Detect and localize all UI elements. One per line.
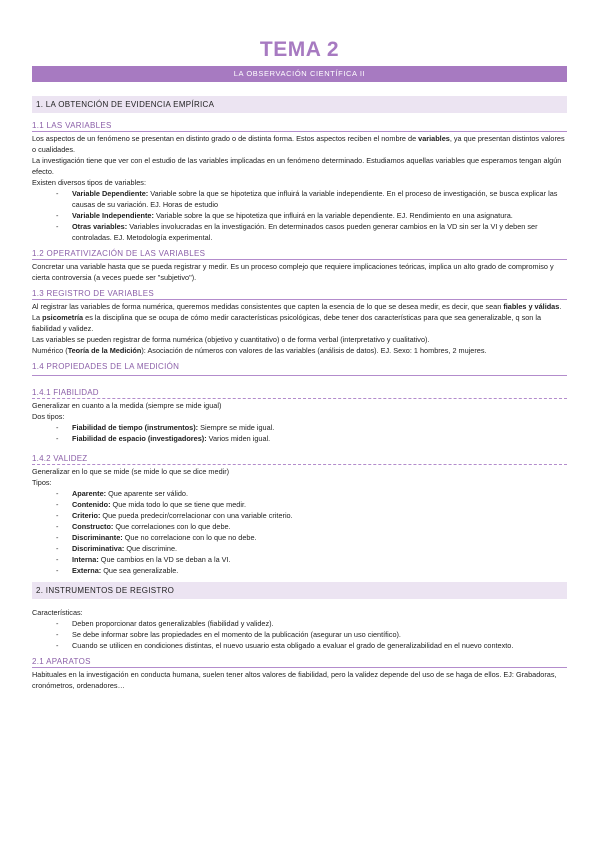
- paragraph: Tipos:: [32, 478, 52, 487]
- paragraph: [32, 133, 567, 155]
- paragraph: Generalizar en lo que se mide (se mide lo que se dice medir): [32, 467, 230, 476]
- validez-types-list: [32, 488, 567, 576]
- paragraph: [32, 301, 567, 312]
- bold-term: Contenido:: [72, 500, 111, 509]
- bold-term: fiables y válidas: [503, 302, 560, 311]
- list-item: - Deben proporcionar datos generalizables (fiabilidad y validez).: [72, 618, 567, 629]
- text: Siempre se mide igual.: [198, 423, 275, 432]
- bold-term: Otras variables:: [72, 222, 128, 231]
- list-item: [72, 221, 567, 243]
- list-item: [72, 188, 567, 210]
- bold-term: Interna:: [72, 555, 99, 564]
- bold-term: Discriminativa:: [72, 544, 125, 553]
- list-item: [72, 433, 567, 444]
- text: Que no correlacione con lo que no debe.: [122, 533, 257, 542]
- bold-term: Teoría de la Medición: [67, 346, 142, 355]
- text: Que cambios en la VD se deban a la VI.: [98, 555, 231, 564]
- paragraph: La investigación tiene que ver con el estudio de las variables implicadas en un fenómeno determinado. Estudiamos aquellas variables que esperamos tengan algún efecto.: [32, 156, 562, 176]
- list-item: [72, 521, 567, 532]
- bold-term: Constructo:: [72, 522, 114, 531]
- text: Variable sobre la que se hipotetiza que influirá en la variable dependiente. EJ. Rendimiento en una asignatura.: [153, 211, 513, 220]
- text: , ya que presentan distintos valores o cualidades.: [32, 134, 565, 154]
- list-item: [72, 565, 567, 576]
- text: Que pueda predecir/correlacionar con una variable criterio.: [100, 511, 293, 520]
- subsubsection-heading-validez: 1.4.2 VALIDEZ: [32, 454, 567, 465]
- subtitle-band: LA OBSERVACIÓN CIENTÍFICA II: [32, 66, 567, 82]
- list-item: [72, 499, 567, 510]
- text: Los aspectos de un fenómeno se presentan en distinto grado o de distinta forma. Estos aspectos reciben el nombre de: [32, 134, 419, 143]
- bold-term: Fiabilidad de tiempo (instrumentos):: [72, 423, 199, 432]
- list-item: - Cuando se utilicen en condiciones distintas, el nuevo usuario esta obligado a evaluar el grado de generalizabilidad en el nuevo contexto.: [72, 640, 567, 651]
- text: Variable sobre la que se hipotetiza que influirá la variable independiente. En el proceso de investigación, se busca explicar las causas de su variación. EJ. Horas de estudio: [72, 189, 558, 209]
- paragraph: Habituales en la investigación en conducta humana, suelen tener altos valores de fiabilidad, pero la validez depende del uso de se haga de ellos. EJ: Grabadoras, cronómetros, ordenadores…: [32, 670, 557, 690]
- text: La: [32, 313, 43, 322]
- subsection-heading-variables: 1.1 LAS VARIABLES: [32, 121, 567, 132]
- list-item: [72, 532, 567, 543]
- page-title: TEMA 2: [259, 38, 340, 61]
- text: Que discrimine.: [124, 544, 178, 553]
- variable-types-list: [32, 188, 567, 243]
- characteristics-list: [32, 618, 567, 651]
- bold-term: Externa:: [72, 566, 102, 575]
- fiabilidad-types-list: [32, 422, 567, 444]
- list-item: [72, 488, 567, 499]
- paragraph: Dos tipos:: [32, 412, 65, 421]
- list-item: [72, 422, 567, 433]
- text: ): Asociación de números con valores de las variables (análisis de datos). EJ. Sexo: 1 hombres, 2 mujeres.: [141, 346, 487, 355]
- list-item: [72, 210, 567, 221]
- paragraph: [32, 345, 567, 356]
- text: Que mida todo lo que se tiene que medir.: [110, 500, 246, 509]
- paragraph: Características:: [32, 608, 83, 617]
- list-item: [72, 554, 567, 565]
- bold-term: psicometría: [42, 313, 84, 322]
- bold-term: Variable Dependiente:: [72, 189, 149, 198]
- subsection-heading-operativizacion: 1.2 OPERATIVIZACIÓN DE LAS VARIABLES: [32, 249, 567, 260]
- bold-term: Discriminante:: [72, 533, 123, 542]
- bold-term: Fiabilidad de espacio (investigadores):: [72, 434, 207, 443]
- paragraph: Concretar una variable hasta que se pueda registrar y medir. Es un proceso complejo que requiere implicaciones teóricas, implica un alto grado de compromiso y cierta controversia (a veces puede ser "subjetivo").: [32, 262, 554, 282]
- list-item: [72, 510, 567, 521]
- text: Numérico (: [32, 346, 68, 355]
- subsubsection-heading-fiabilidad: 1.4.1 FIABILIDAD: [32, 388, 567, 399]
- text: es la disciplina que se ocupa de cómo medir características psicológicas, debe tener dos características para que sea generalizable, q son la fiabilidad y validez.: [32, 313, 542, 333]
- subsection-heading-propiedades: 1.4 PROPIEDADES DE LA MEDICIÓN: [32, 362, 567, 376]
- subsection-heading-aparatos: 2.1 APARATOS: [32, 657, 567, 668]
- document-body: [32, 96, 567, 691]
- bold-term: Aparente:: [72, 489, 107, 498]
- text: Al registrar las variables de forma numérica, queremos medidas consistentes que capten la esencia de lo que se desea medir, es decir, que sean: [32, 302, 504, 311]
- paragraph: Las variables se pueden registrar de forma numérica (objetivo y cuantitativo) o de forma verbal (interpretativo y cualitativo).: [32, 335, 430, 344]
- text: Varios miden igual.: [206, 434, 271, 443]
- bold-term: Criterio:: [72, 511, 101, 520]
- text: Que sea generalizable.: [101, 566, 179, 575]
- bold-term: Variable Independiente:: [72, 211, 154, 220]
- text: Que aparente ser válido.: [106, 489, 188, 498]
- paragraph: Existen diversos tipos de variables:: [32, 178, 146, 187]
- section-heading-1: 1. LA OBTENCIÓN DE EVIDENCIA EMPÍRICA: [32, 96, 567, 113]
- subsection-heading-registro: 1.3 REGISTRO DE VARIABLES: [32, 289, 567, 300]
- bold-term: variables: [418, 134, 450, 143]
- list-item: - Se debe informar sobre las propiedades en el momento de la publicación (asegurar un uso científico).: [72, 629, 567, 640]
- paragraph: Generalizar en cuanto a la medida (siempre se mide igual): [32, 401, 222, 410]
- section-heading-2: 2. INSTRUMENTOS DE REGISTRO: [32, 582, 567, 599]
- text: Variables involucradas en la investigación. En determinados casos pueden generar cambios en la VD sin ser la VI y deben ser controladas. EJ. Metodología experimental.: [72, 222, 538, 242]
- paragraph: [32, 312, 567, 334]
- text: Que correlaciones con lo que debe.: [113, 522, 231, 531]
- text: .: [559, 302, 562, 311]
- list-item: [72, 543, 567, 554]
